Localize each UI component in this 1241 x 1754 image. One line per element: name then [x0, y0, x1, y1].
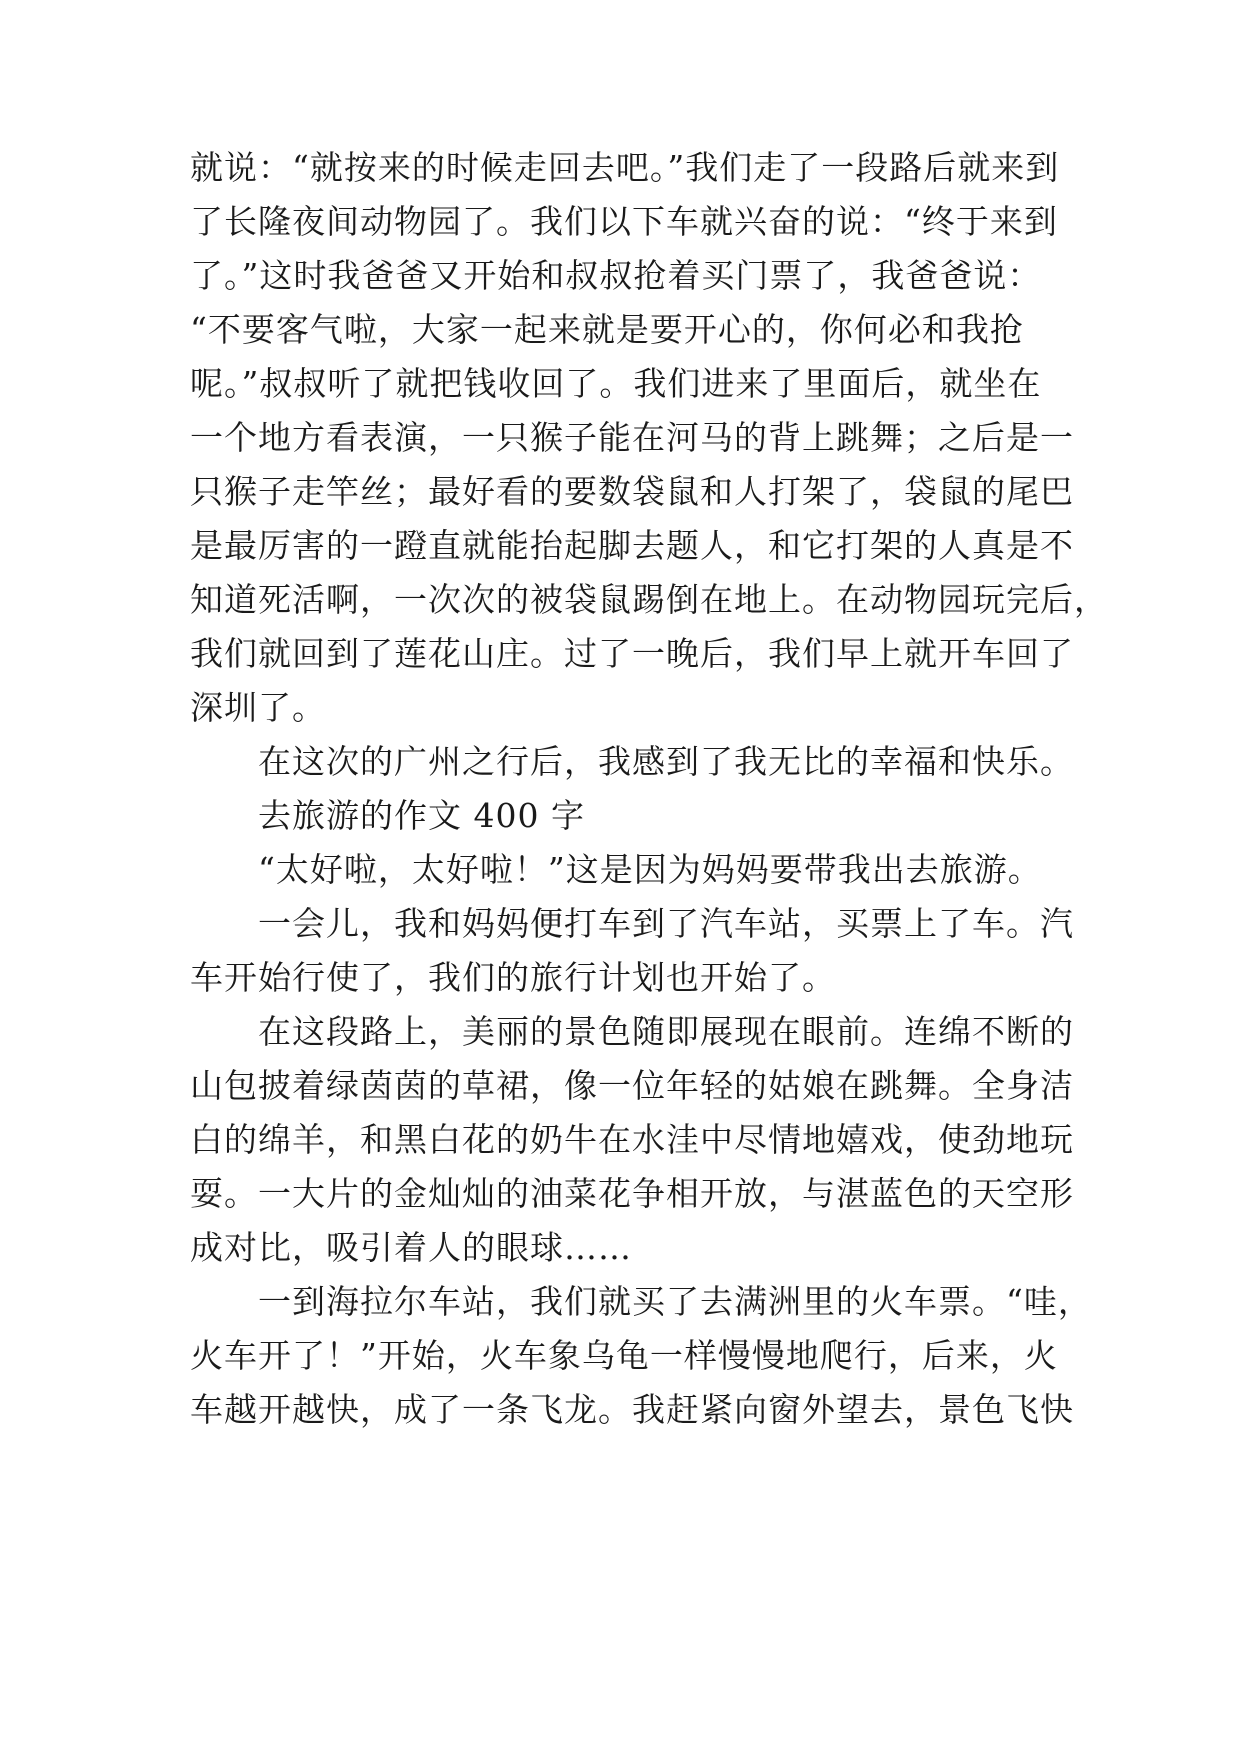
text-line: “不要客气啦，大家一起来就是要开心的，你何必和我抢	[190, 310, 1024, 349]
text-line: 火车开了！”开始，火车象乌龟一样慢慢地爬行，后来，火	[190, 1336, 1058, 1375]
text-line: 就说：“就按来的时候走回去吧。”我们走了一段路后就来到	[190, 148, 1060, 187]
essay-title: 去旅游的作文 400 字	[258, 796, 585, 835]
text-line: 了长隆夜间动物园了。我们以下车就兴奋的说：“终于来到	[190, 202, 1058, 241]
text-line: 了。”这时我爸爸又开始和叔叔抢着买门票了，我爸爸说：	[190, 256, 1042, 295]
text-line: 只猴子走竿丝；最好看的要数袋鼠和人打架了，袋鼠的尾巴	[190, 472, 1074, 511]
text-line: 车越开越快，成了一条飞龙。我赶紧向窗外望去，景色飞快	[190, 1390, 1074, 1429]
text-line: 成对比，吸引着人的眼球……	[190, 1228, 632, 1267]
text-line: 车开始行使了，我们的旅行计划也开始了。	[190, 958, 836, 997]
text-line: 一个地方看表演，一只猴子能在河马的背上跳舞；之后是一	[190, 418, 1074, 457]
text-line: 我们就回到了莲花山庄。过了一晚后，我们早上就开车回了	[190, 634, 1074, 673]
text-line: 在这段路上，美丽的景色随即展现在眼前。连绵不断的	[258, 1012, 1074, 1051]
text-line: 一会儿，我和妈妈便打车到了汽车站，买票上了车。汽	[258, 904, 1074, 943]
text-line: 耍。一大片的金灿灿的油菜花争相开放，与湛蓝色的天空形	[190, 1174, 1074, 1213]
text-line: 白的绵羊，和黑白花的奶牛在水洼中尽情地嬉戏，使劲地玩	[190, 1120, 1074, 1159]
text-line: 一到海拉尔车站，我们就买了去满洲里的火车票。“哇，	[258, 1282, 1092, 1321]
text-line: 深圳了。	[190, 688, 326, 727]
text-line: 知道死活啊，一次次的被袋鼠踢倒在地上。在动物园玩完后，	[190, 580, 1108, 619]
text-line: 呢。”叔叔听了就把钱收回了。我们进来了里面后，就坐在	[190, 364, 1042, 403]
text-line: 是最厉害的一蹬直就能抬起脚去题人，和它打架的人真是不	[190, 526, 1074, 565]
text-line: 在这次的广州之行后，我感到了我无比的幸福和快乐。	[258, 742, 1074, 781]
text-line: 山包披着绿茵茵的草裙，像一位年轻的姑娘在跳舞。全身洁	[190, 1066, 1074, 1105]
text-line: “太好啦，太好啦！”这是因为妈妈要带我出去旅游。	[258, 850, 1042, 889]
